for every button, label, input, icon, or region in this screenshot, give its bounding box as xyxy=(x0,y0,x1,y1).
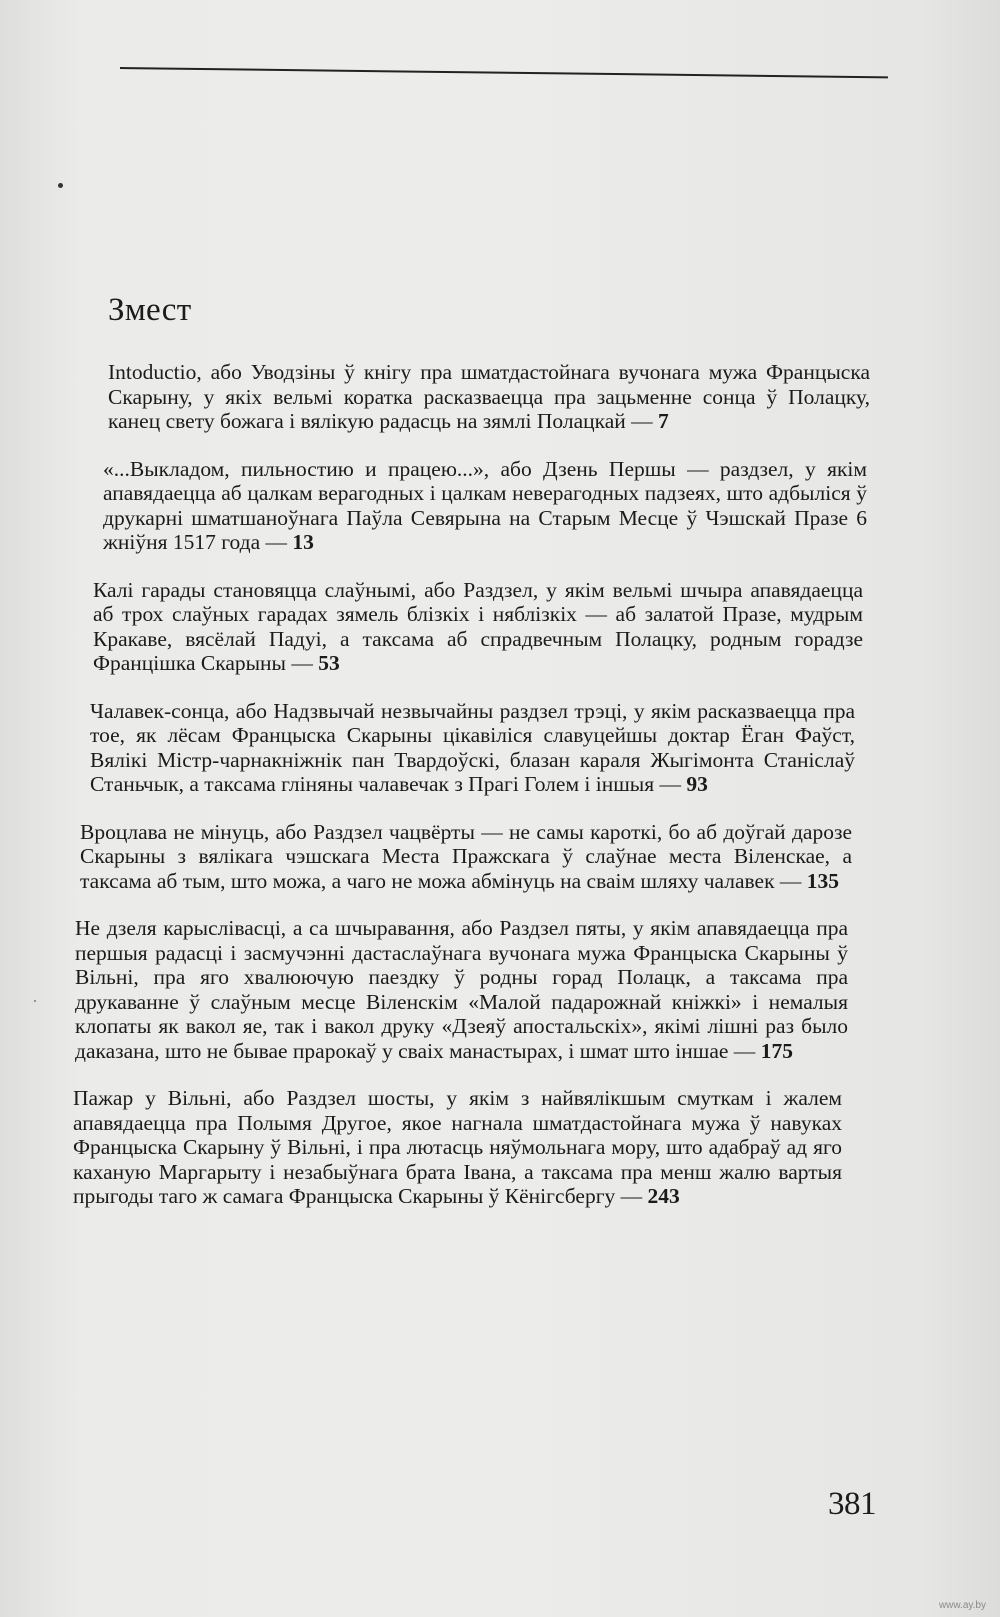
toc-entry xyxy=(0,916,1000,1063)
toc-entry-page: 53 xyxy=(318,651,340,675)
toc-entry-page: 175 xyxy=(760,1038,793,1063)
contents-heading: Змест xyxy=(108,292,192,328)
toc-entry-page: 243 xyxy=(647,1184,680,1208)
toc-entry-page: 135 xyxy=(806,868,840,893)
toc-entry xyxy=(0,457,1000,555)
toc-entry-page: 7 xyxy=(658,409,669,433)
toc-entry xyxy=(0,820,1000,894)
toc-entry-title: Пажар у Вільні, або Раздзел шосты, у якім з найвялікшым смуткам і жалем апавядаецца пра Полымя Другое, якое нагнала шматдастойнага мужа ў навуках Францыска Скарыну ў Вільні, і пра лютасць няўмольнага мору, што адабраў ад яго каханую Маргарыту і незабыўнага брата Івана, а таксама пра менш жалю вартыя прыгоды таго ж самага Францыска Скарыны ў Кёнігсбергу — xyxy=(73,1086,842,1208)
toc-entry xyxy=(0,360,1000,434)
watermark: www.ay.by xyxy=(938,1600,986,1611)
toc-entry-title: Калі гарады становяцца слаўнымі, або Раздзел, у якім вельмі шчыра апавядаецца аб трох слаўных гарадах зямель блізкіх і няблізкіх — аб залатой Празе, мудрым Кракаве, вясёлай Падуі, а таксама аб спрадвечным Полацку, родным горадзе Францішка Скарыны — xyxy=(93,577,863,675)
toc-entry-page: 13 xyxy=(292,530,314,554)
toc-entry xyxy=(0,699,1000,797)
toc-entry xyxy=(0,578,1000,676)
toc-entry-title: Не дзеля карыслівасці, а са шчыравання, або Раздзел пяты, у якім апавядаецца пра першыя радасці і засмучэнні дастаслаўнага вучонага мужа Францыска Скарыны ў Вільні, пра яго хвалюючую паездку ў родны горад Полацк, а таксама пра друкаванне ў слаўным месце Віленскім «Малой падарожнай кніжкі» і немалыя клопаты як вакол яе, так і вакол друку «Дзеяў апостальскіх», якімі лішні раз было даказана, што не бывае прарокаў у сваіх манастырах, і шмат што іншае — xyxy=(75,916,848,1063)
toc-entry xyxy=(0,1086,1000,1209)
ink-speck xyxy=(58,183,63,188)
toc-entry-title: «...Выкладом, пильностию и працею...», або Дзень Першы — раздзел, у якім апавядаецца аб цалкам верагодных і цалкам неверагодных падзеях, што адбыліся ў друкарні шматшаноўнага Паўла Севярына на Старым Месце ў Чэшскай Празе 6 жніўня 1517 года — xyxy=(103,456,867,554)
toc-entry-page: 93 xyxy=(686,772,708,796)
top-rule-divider xyxy=(120,67,888,78)
toc-entry-title: Intoductio, або Уводзіны ў кнігу пра шматдастойнага вучонага мужа Францыска Скарыну, у якіх вельмі коратка расказваецца пра зацьменне сонца ў Полацку, канец свету божага і вялікую радасць на зямлі Полацкай — xyxy=(108,360,870,433)
page-number: 381 xyxy=(828,1486,876,1522)
toc-entry-title: Вроцлава не мінуць, або Раздзел чацвёрты — не самы кароткі, бо аб доўгай дарозе Скарыны з вялікага чэшскага Места Пражскага ў слаўнае места Віленскае, а таксама аб тым, што можа, а чаго не можа абмінуць на сваім шляху чалавек — xyxy=(80,819,852,893)
toc-entry-title: Чалавек-сонца, або Надзвычай незвычайны раздзел трэці, у якім расказваецца пра тое, як лёсам Францыска Скарыны цікавіліся славуцейшы доктар Ёган Фаўст, Вялікі Містр-чарнакніжнік пан Твардоўскі, блазан караля Жыгімонта Станіслаў Станьчык, а таксама гліняны чалавечак з Прагі Голем і іншыя — xyxy=(90,698,855,796)
table-of-contents xyxy=(0,360,1000,1232)
